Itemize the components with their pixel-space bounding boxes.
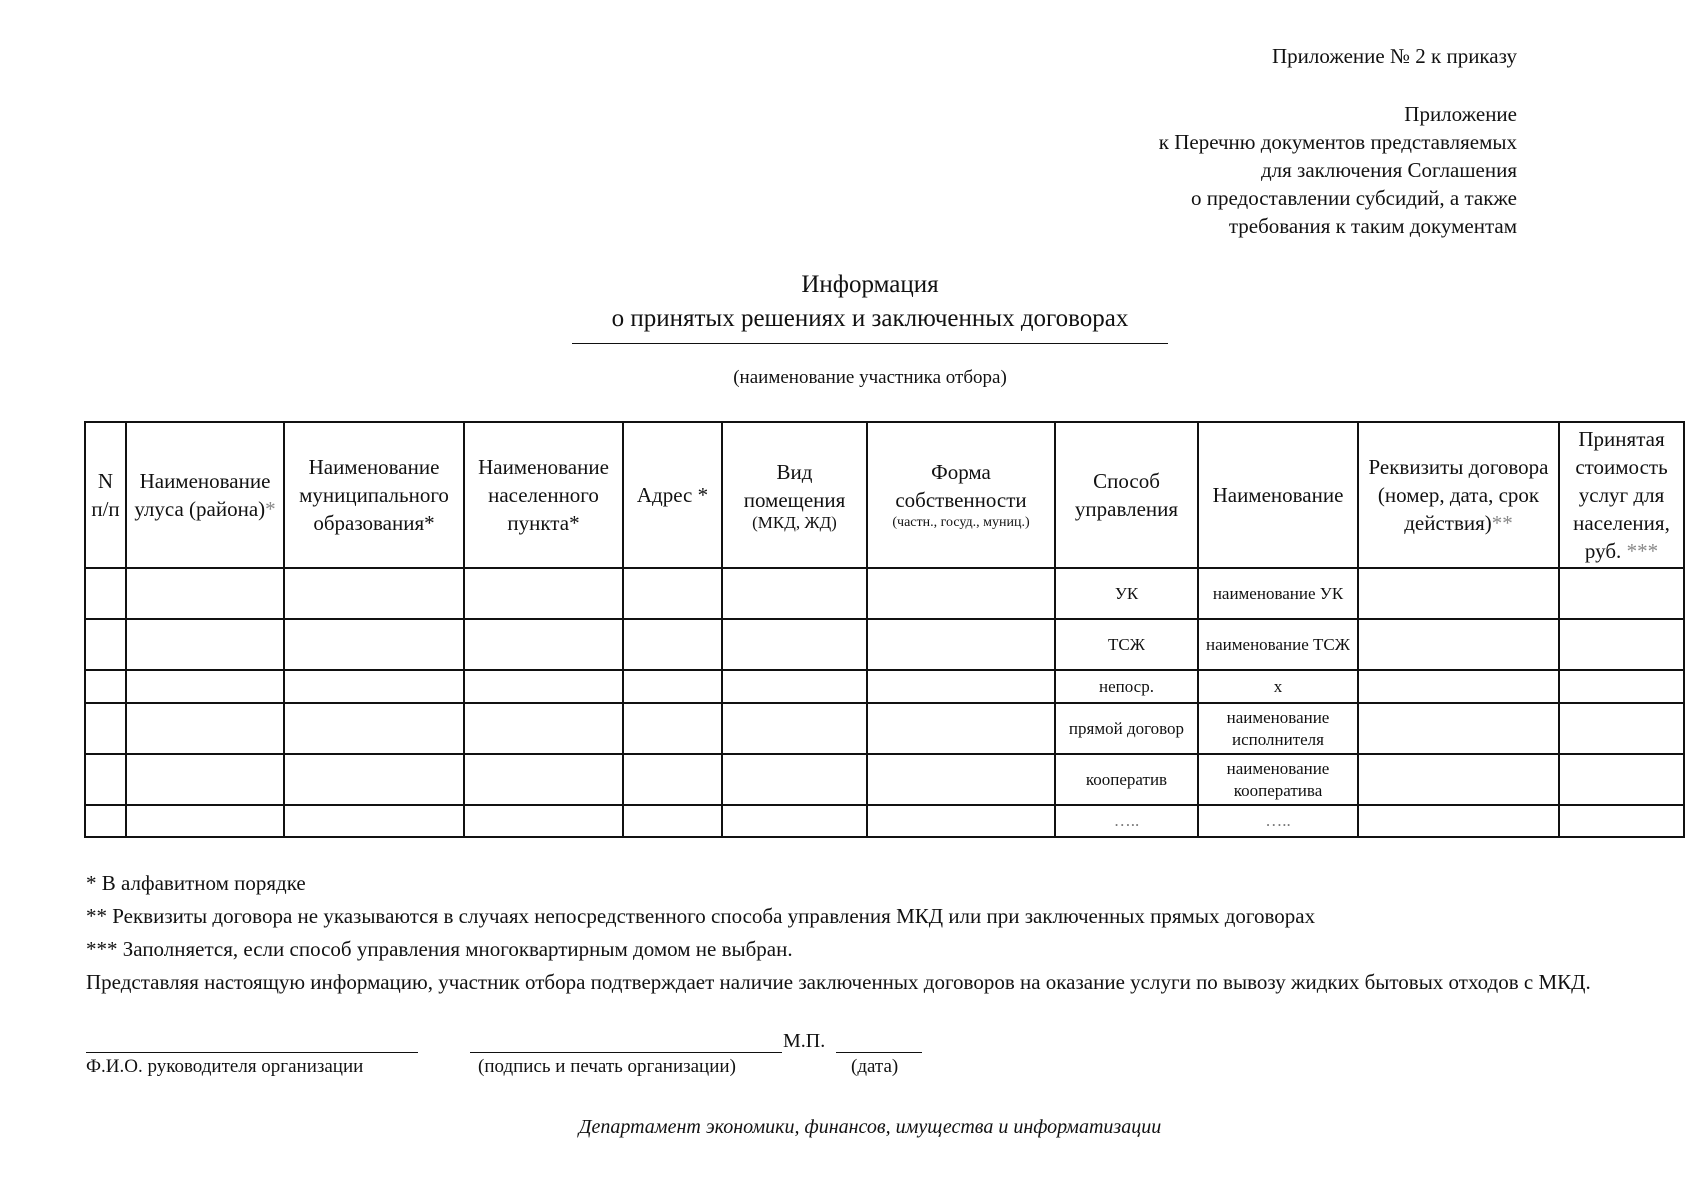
cell (85, 568, 126, 619)
header-premise-label: Вид помещения (743, 460, 846, 512)
cell (464, 703, 623, 754)
cell (1358, 568, 1559, 619)
cell (85, 805, 126, 837)
cell (722, 670, 867, 703)
header-management-method: Способ управления (1055, 422, 1198, 568)
cell (623, 805, 722, 837)
participant-caption: (наименование участника отбора) (733, 367, 1007, 388)
cell (464, 670, 623, 703)
department-footer: Департамент экономики, финансов, имущества и информатизации (578, 1116, 1162, 1138)
cell (722, 619, 867, 670)
header-premise-type (722, 422, 867, 568)
cell (284, 754, 464, 805)
title-line-2: о принятых решениях и заключенных договорах (611, 305, 1129, 332)
cell (867, 703, 1055, 754)
header-ownership (867, 422, 1055, 568)
name-cell: х (1198, 670, 1358, 703)
header-cost (1559, 422, 1684, 568)
header-number-n: N (97, 469, 114, 493)
header-contract-details (1358, 422, 1559, 568)
cell (623, 754, 722, 805)
participant-name-field (572, 343, 1168, 344)
appendix-line: о предоставлении субсидий, а также (1191, 186, 1517, 210)
cell (284, 568, 464, 619)
cell (722, 568, 867, 619)
cell (1358, 670, 1559, 703)
fio-caption: Ф.И.О. руководителя организации (86, 1056, 364, 1077)
footnote-alphabetical: * В алфавитном порядке (86, 871, 306, 895)
management-method-cell: УК (1055, 568, 1198, 619)
header-ulus (126, 422, 284, 568)
management-method-cell: непоср. (1055, 670, 1198, 703)
cell (722, 754, 867, 805)
decisions-table (84, 421, 1685, 838)
name-cell: наименование ТСЖ (1198, 619, 1358, 670)
cell (284, 703, 464, 754)
table-row (85, 670, 1684, 703)
name-cell: наименование исполнителя (1198, 703, 1358, 754)
cell (623, 703, 722, 754)
header-ulus-asterisk: * (265, 497, 276, 521)
cell (85, 703, 126, 754)
cell (284, 619, 464, 670)
seal-place-label: М.П. (783, 1030, 826, 1052)
cell (284, 670, 464, 703)
appendix-line: к Перечню документов представляемых (1158, 130, 1517, 154)
header-name: Наименование (1198, 422, 1358, 568)
header-contract-label: Реквизиты договора (номер, дата, срок действия) (1368, 455, 1549, 535)
cell (464, 754, 623, 805)
cell (623, 670, 722, 703)
cell (1358, 805, 1559, 837)
title-line-1: Информация (801, 271, 939, 298)
cell (1559, 619, 1684, 670)
cell (85, 754, 126, 805)
name-cell: наименование кооператива (1198, 754, 1358, 805)
date-caption: (дата) (851, 1056, 899, 1077)
cell (867, 619, 1055, 670)
cell (722, 805, 867, 837)
cell (126, 805, 284, 837)
management-method-cell: ТСЖ (1055, 619, 1198, 670)
cell (126, 670, 284, 703)
cell (1559, 568, 1684, 619)
cell (126, 703, 284, 754)
name-cell: наименование УК (1198, 568, 1358, 619)
cell (722, 703, 867, 754)
cell (867, 754, 1055, 805)
table-row (85, 619, 1684, 670)
cell (867, 568, 1055, 619)
footnote-cost: *** Заполняется, если способ управления многоквартирным домом не выбран. (86, 937, 793, 961)
cell (1358, 703, 1559, 754)
header-ulus-label: Наименование улуса (района) (134, 469, 271, 521)
header-cost-asterisk: *** (1626, 539, 1659, 563)
cell (284, 805, 464, 837)
cell (85, 670, 126, 703)
management-method-cell: прямой договор (1055, 703, 1198, 754)
fio-signature-line (86, 1052, 418, 1053)
header-cost-label: Принятая стоимость услуг для населения, руб. (1573, 427, 1670, 563)
cell (1559, 703, 1684, 754)
name-cell: ….. (1198, 805, 1358, 837)
table-row (85, 703, 1684, 754)
table-row (85, 805, 1684, 837)
table-row (85, 568, 1684, 619)
date-line (836, 1052, 922, 1053)
footnote-contract-details: ** Реквизиты договора не указываются в случаях непосредственного способа управления МКД или при заключенных прямых договорах (86, 904, 1316, 928)
cell (867, 670, 1055, 703)
appendix-line: требования к таким документам (1228, 214, 1517, 238)
appendix-number: Приложение № 2 к приказу (1272, 44, 1517, 68)
header-ownership-label: Форма собственности (895, 460, 1027, 512)
cell (126, 754, 284, 805)
header-premise-sub: (МКД, ЖД) (752, 513, 837, 532)
header-ownership-sub: (частн., госуд., муниц.) (892, 515, 1030, 530)
cell (126, 619, 284, 670)
confirmation-statement: Представляя настоящую информацию, участник отбора подтверждает наличие заключенных договоров на оказание услуги по вывозу жидких бытовых отходов с МКД. (86, 970, 1591, 994)
header-settlement: Наименование населенного пункта* (464, 422, 623, 568)
management-method-cell: кооператив (1055, 754, 1198, 805)
cell (126, 568, 284, 619)
appendix-reference-block (1159, 100, 1517, 240)
table-row (85, 754, 1684, 805)
management-method-cell: ….. (1055, 805, 1198, 837)
cell (867, 805, 1055, 837)
document-title (0, 268, 1697, 336)
appendix-line: для заключения Соглашения (1260, 158, 1517, 182)
cell (1358, 619, 1559, 670)
cell (464, 805, 623, 837)
cell (1358, 754, 1559, 805)
cell (1559, 805, 1684, 837)
cell (85, 619, 126, 670)
header-municipal: Наименование муниципального образования* (284, 422, 464, 568)
cell (623, 568, 722, 619)
appendix-line: Приложение (1404, 102, 1517, 126)
cell (1559, 670, 1684, 703)
header-number-pp: п/п (91, 497, 120, 521)
header-address: Адрес * (623, 422, 722, 568)
header-number (85, 422, 126, 568)
header-contract-asterisk: ** (1491, 511, 1513, 535)
signature-caption: (подпись и печать организации) (478, 1056, 736, 1077)
table-header-row (85, 422, 1684, 568)
cell (623, 619, 722, 670)
cell (464, 568, 623, 619)
footnotes (86, 867, 1606, 999)
signature-seal-line (470, 1052, 782, 1053)
cell (1559, 754, 1684, 805)
cell (464, 619, 623, 670)
